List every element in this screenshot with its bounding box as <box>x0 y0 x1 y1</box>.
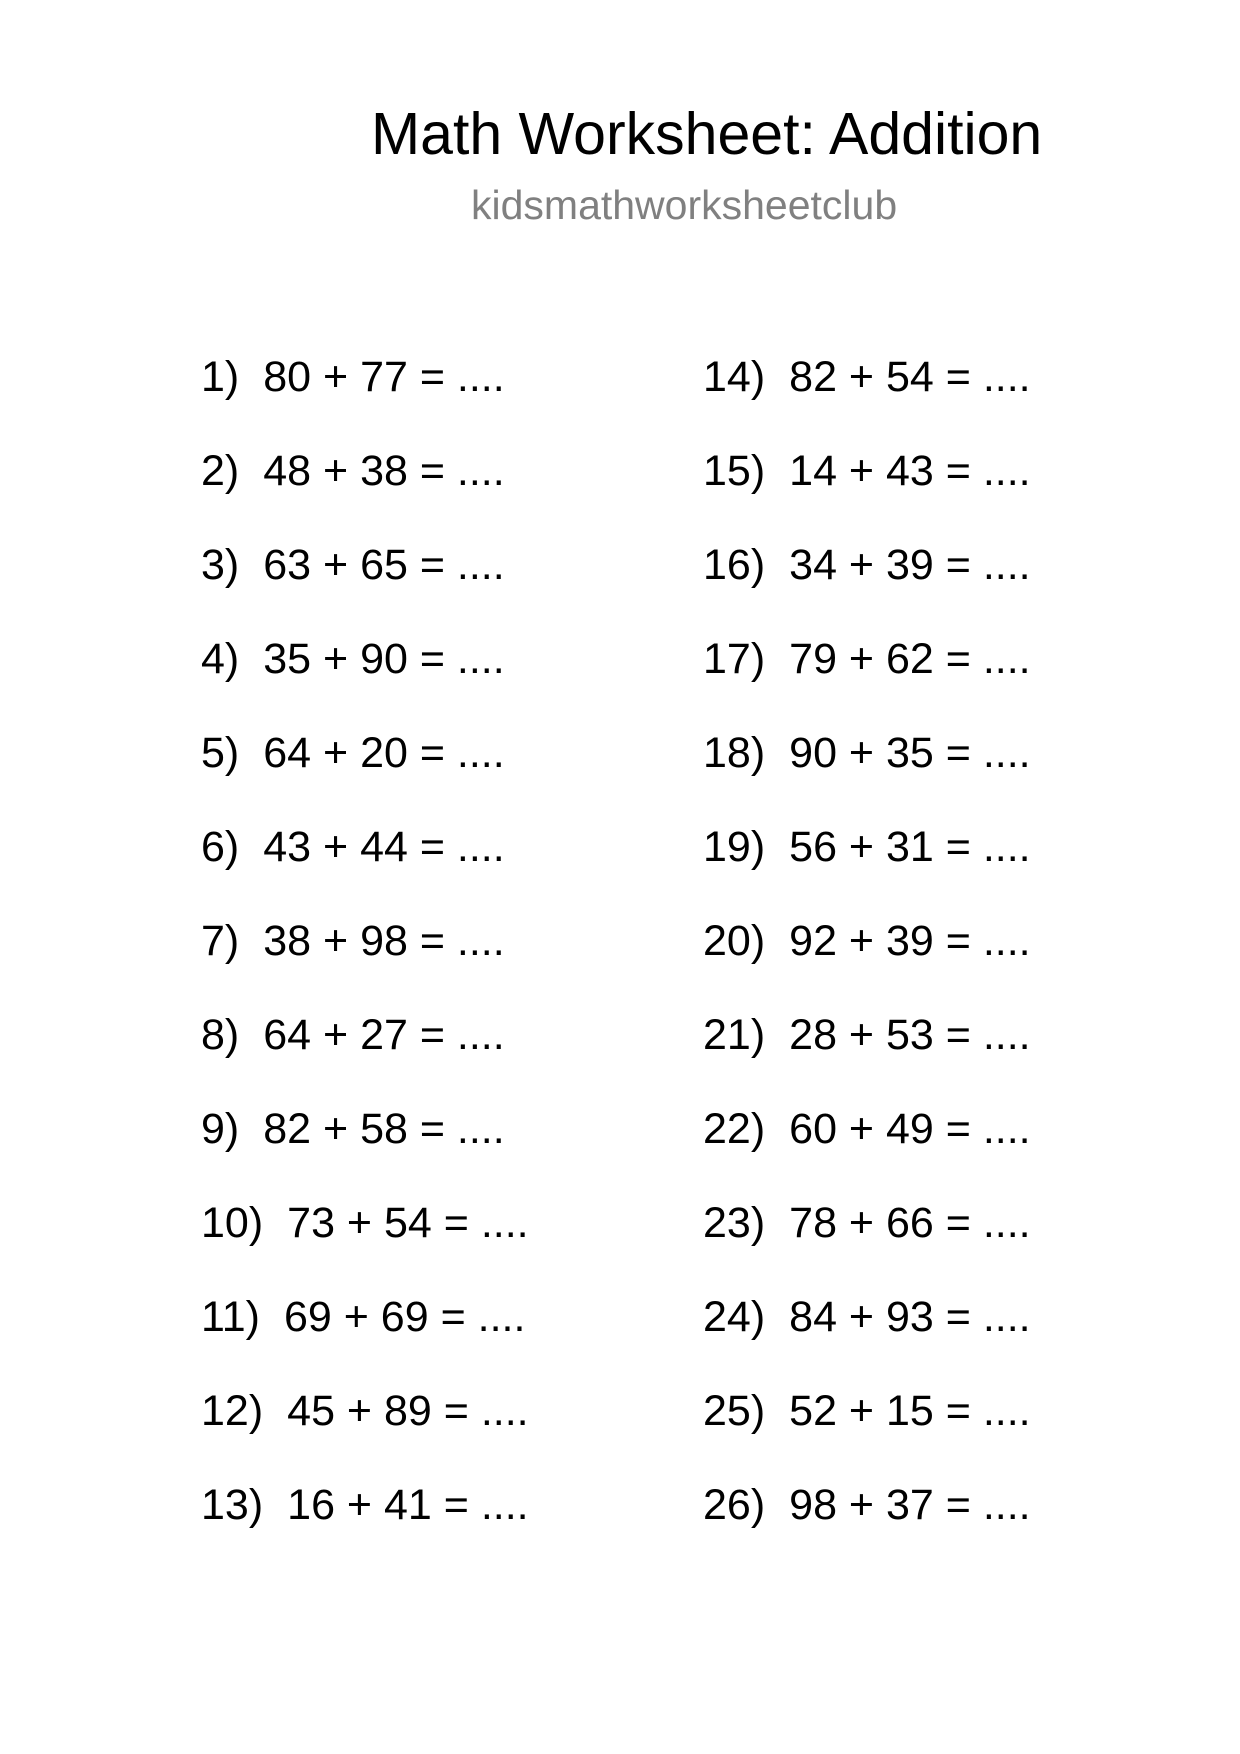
problem-number: 2) <box>201 447 240 495</box>
problem-item <box>703 1480 1031 1530</box>
problem-expression: 98 + 37 = .... <box>789 1481 1031 1529</box>
problem-item <box>201 634 505 684</box>
problem-expression: 56 + 31 = .... <box>789 823 1031 871</box>
problem-expression: 52 + 15 = .... <box>789 1387 1031 1435</box>
problem-number: 12) <box>201 1387 264 1435</box>
problem-expression: 82 + 58 = .... <box>263 1105 505 1153</box>
problem-number: 26) <box>703 1481 766 1529</box>
problem-number: 8) <box>201 1011 240 1059</box>
problem-expression: 16 + 41 = .... <box>287 1481 529 1529</box>
problem-expression: 82 + 54 = .... <box>789 353 1031 401</box>
problem-number: 9) <box>201 1105 240 1153</box>
problem-item <box>703 634 1031 684</box>
problem-number: 15) <box>703 447 766 495</box>
problem-number: 3) <box>201 541 240 589</box>
problem-expression: 38 + 98 = .... <box>263 917 505 965</box>
problem-number: 6) <box>201 823 240 871</box>
problem-item <box>703 352 1031 402</box>
problem-number: 24) <box>703 1293 766 1341</box>
problem-number: 7) <box>201 917 240 965</box>
problem-item <box>201 822 505 872</box>
problem-expression: 34 + 39 = .... <box>789 541 1031 589</box>
problem-item <box>201 916 505 966</box>
problem-expression: 28 + 53 = .... <box>789 1011 1031 1059</box>
problem-item <box>201 1198 529 1248</box>
problem-item <box>201 1480 529 1530</box>
problem-item <box>703 1198 1031 1248</box>
problem-expression: 84 + 93 = .... <box>789 1293 1031 1341</box>
problem-number: 19) <box>703 823 766 871</box>
problem-item <box>703 1010 1031 1060</box>
problem-expression: 63 + 65 = .... <box>263 541 505 589</box>
problem-number: 4) <box>201 635 240 683</box>
problem-number: 10) <box>201 1199 264 1247</box>
problem-number: 13) <box>201 1481 264 1529</box>
problem-expression: 90 + 35 = .... <box>789 729 1031 777</box>
problem-item <box>703 1386 1031 1436</box>
problem-item <box>201 540 505 590</box>
problem-number: 11) <box>201 1293 260 1341</box>
problem-number: 22) <box>703 1105 766 1153</box>
problem-item <box>201 1010 505 1060</box>
problem-item <box>703 1292 1031 1342</box>
problem-number: 17) <box>703 635 766 683</box>
problem-item <box>703 446 1031 496</box>
problem-expression: 80 + 77 = .... <box>263 353 505 401</box>
problem-item <box>201 1104 505 1154</box>
problem-expression: 64 + 27 = .... <box>263 1011 505 1059</box>
problem-item <box>201 446 505 496</box>
problem-item <box>703 822 1031 872</box>
problem-number: 18) <box>703 729 766 777</box>
problem-expression: 69 + 69 = .... <box>283 1293 526 1341</box>
problem-expression: 35 + 90 = .... <box>263 635 505 683</box>
problem-expression: 48 + 38 = .... <box>263 447 505 495</box>
problem-item <box>201 728 505 778</box>
problem-item <box>703 728 1031 778</box>
problem-number: 20) <box>703 917 766 965</box>
problem-expression: 64 + 20 = .... <box>263 729 505 777</box>
problem-expression: 43 + 44 = .... <box>263 823 505 871</box>
problem-item <box>703 1104 1031 1154</box>
problem-item <box>201 352 505 402</box>
worksheet-title: Math Worksheet: Addition <box>371 101 1043 167</box>
problem-expression: 78 + 66 = .... <box>789 1199 1031 1247</box>
problem-expression: 73 + 54 = .... <box>287 1199 529 1247</box>
problem-item <box>703 540 1031 590</box>
problem-expression: 45 + 89 = .... <box>287 1387 529 1435</box>
problem-number: 25) <box>703 1387 766 1435</box>
problem-item <box>201 1386 529 1436</box>
problem-number: 5) <box>201 729 240 777</box>
worksheet-source: kidsmathworksheetclub <box>471 182 898 228</box>
problem-expression: 14 + 43 = .... <box>789 447 1031 495</box>
problem-number: 1) <box>201 353 240 401</box>
problem-expression: 60 + 49 = .... <box>789 1105 1031 1153</box>
problem-item <box>201 1292 525 1342</box>
problem-number: 16) <box>703 541 766 589</box>
problem-expression: 92 + 39 = .... <box>789 917 1031 965</box>
problem-item <box>703 916 1031 966</box>
problem-number: 23) <box>703 1199 766 1247</box>
problem-expression: 79 + 62 = .... <box>789 635 1031 683</box>
problem-number: 21) <box>703 1011 766 1059</box>
problem-number: 14) <box>703 353 766 401</box>
